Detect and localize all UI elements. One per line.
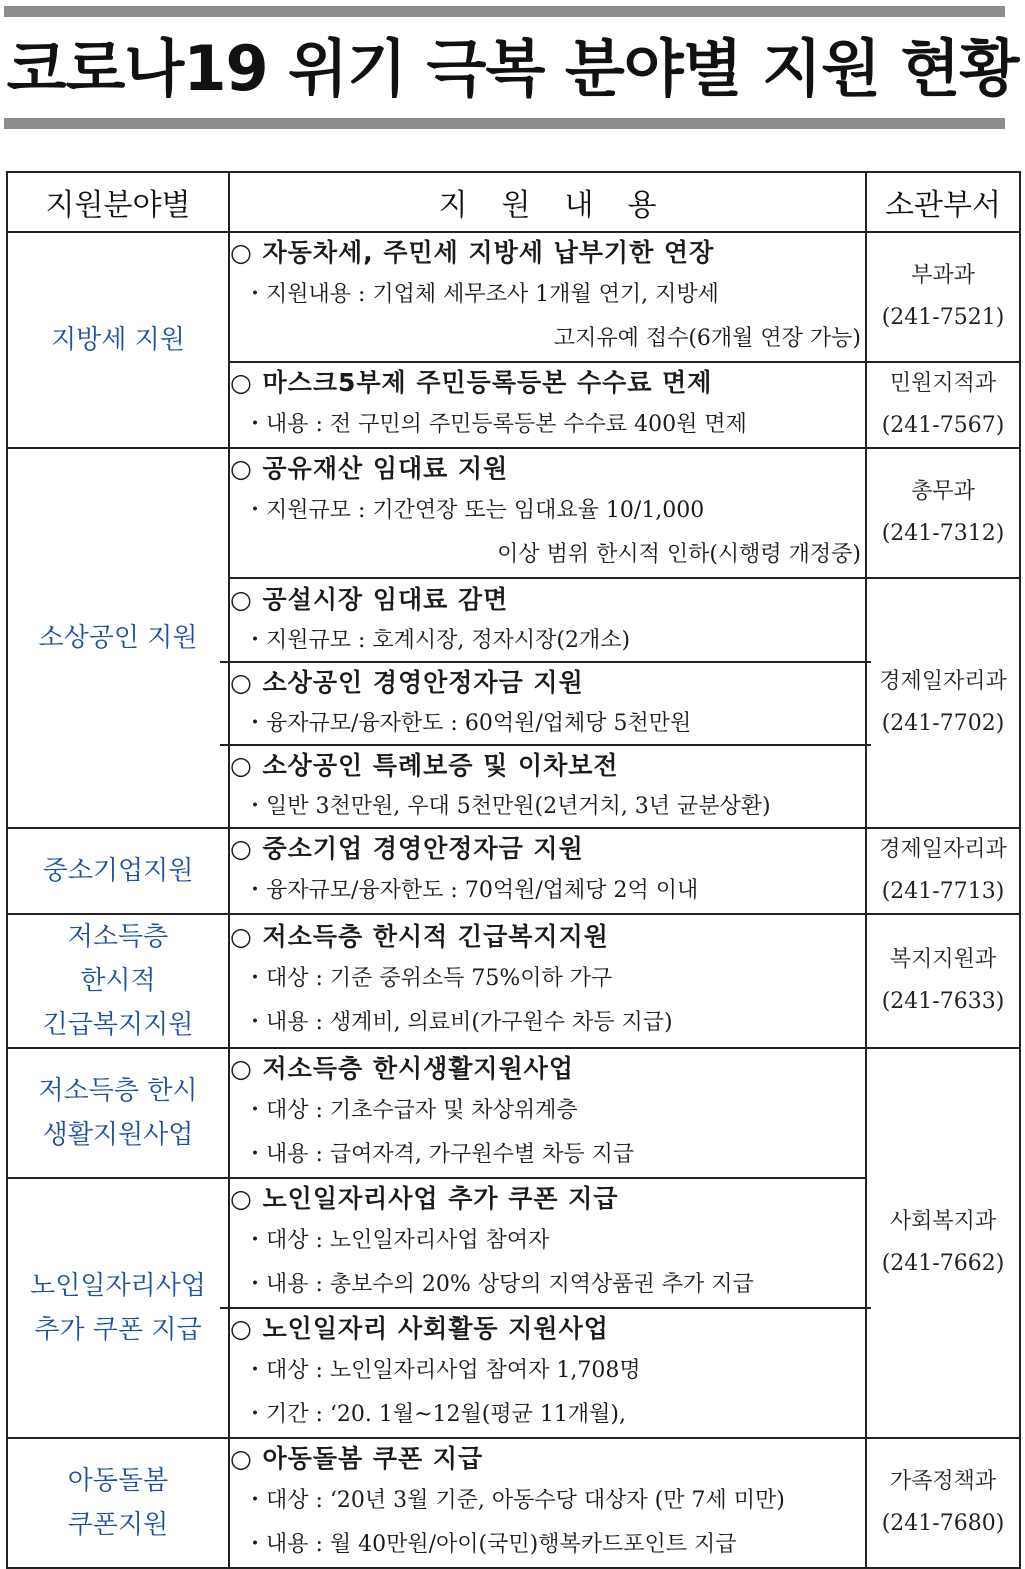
header-dept: 소관부서 [866, 172, 1020, 232]
content-cell [229, 1438, 866, 1568]
dept-cell: 사회복지과 (241-7662) [866, 1048, 1020, 1438]
item-title: ○ 소상공인 특례보증 및 이차보전 [230, 750, 619, 780]
item-detail: ・지원규모 : 기간연장 또는 임대요율 10/1,000 [244, 498, 705, 523]
item-title: ○ 공유재산 임대료 지원 [230, 454, 509, 483]
item-title: ○ 아동돌봄 쿠폰 지급 [230, 1444, 484, 1473]
header-row [7, 172, 1020, 232]
item-detail: ・융자규모/융자한도 : 70억원/업체당 2억 이내 [244, 878, 699, 903]
table-row [7, 1438, 1020, 1568]
dept-cell: 총무과 (241-7312) [866, 448, 1020, 578]
item-detail: ・대상 : 기준 중위소득 75%이하 가구 [244, 966, 613, 991]
content-cell [229, 914, 866, 1048]
item-detail: ・내용 : 전 구민의 주민등록등본 수수료 400원 면제 [244, 412, 747, 437]
item-detail: ・대상 : ‘20년 3월 기준, 아동수당 대상자 (만 7세 미만) [244, 1488, 785, 1513]
table-row [7, 232, 1020, 362]
category-cell: 노인일자리사업 추가 쿠폰 지급 [7, 1178, 229, 1438]
item-detail: 고지유예 접수(6개월 연장 가능) [553, 326, 861, 351]
item-detail: 이상 범위 한시적 인하(시행령 개정중) [497, 542, 861, 567]
item-detail: ・기간 : ‘20. 1월~12월(평균 11개월), [244, 1402, 626, 1427]
dept-cell: 경제일자리과 (241-7702) [866, 578, 1020, 828]
category-cell: 중소기업지원 [7, 828, 229, 914]
item-title: ○ 자동차세, 주민세 지방세 납부기한 연장 [230, 238, 715, 267]
item-detail: ・내용 : 월 40만원/아이(국민)행복카드포인트 지급 [244, 1532, 737, 1557]
item-detail: ・내용 : 총보수의 20% 상당의 지역상품권 추가 지급 [244, 1272, 754, 1297]
category-cell: 아동돌봄 쿠폰지원 [7, 1438, 229, 1568]
item-detail: ・대상 : 노인일자리사업 참여자 1,708명 [244, 1358, 641, 1383]
item-title: ○ 저소득층 한시적 긴급복지지원 [230, 922, 609, 951]
header-content: 지원내용 [229, 172, 866, 232]
dept-cell: 복지지원과 (241-7633) [866, 914, 1020, 1048]
item-detail: ・융자규모/융자한도 : 60억원/업체당 5천만원 [244, 710, 692, 736]
item-detail: ・지원규모 : 호계시장, 정자시장(2개소) [244, 627, 631, 653]
item-title: ○ 마스크5부제 주민등록등본 수수료 면제 [230, 368, 713, 397]
category-cell: 소상공인 지원 [7, 448, 229, 828]
category-cell: 저소득층 한시 생활지원사업 [7, 1048, 229, 1178]
title-bottom-bar [4, 118, 1005, 129]
content-cell [229, 1178, 866, 1438]
item-detail: ・내용 : 급여자격, 가구원수별 차등 지급 [244, 1142, 635, 1167]
table-row [7, 1048, 1020, 1178]
header-category: 지원분야별 [7, 172, 229, 232]
content-cell [229, 578, 866, 828]
dept-cell: 경제일자리과 (241-7713) [866, 828, 1020, 914]
support-table [6, 171, 1021, 1569]
content-cell [229, 232, 866, 362]
content-cell [229, 362, 866, 448]
dept-cell: 민원지적과 (241-7567) [866, 362, 1020, 448]
item-title: ○ 소상공인 경영안정자금 지원 [230, 667, 584, 697]
sub-item [220, 744, 871, 827]
table-row [7, 448, 1020, 578]
sub-item [220, 661, 871, 744]
item-title: ○ 공설시장 임대료 감면 [230, 584, 509, 614]
category-cell: 저소득층 한시적 긴급복지지원 [7, 914, 229, 1048]
dept-cell: 부과과 (241-7521) [866, 232, 1020, 362]
page-title: 코로나19 위기 극복 분야별 지원 현황 [6, 32, 1019, 105]
content-cell [229, 828, 866, 914]
item-detail: ・대상 : 노인일자리사업 참여자 [244, 1228, 550, 1253]
item-detail: ・내용 : 생계비, 의료비(가구원수 차등 지급) [244, 1010, 673, 1035]
item-title: ○ 중소기업 경영안정자금 지원 [230, 834, 584, 863]
item-title: ○ 노인일자리 사회활동 지원사업 [230, 1314, 609, 1343]
content-cell [229, 1048, 866, 1178]
sub-item [220, 1307, 871, 1437]
item-detail: ・지원내용 : 기업체 세무조사 1개월 연기, 지방세 [244, 282, 719, 307]
item-detail: ・대상 : 기초수급자 및 차상위계층 [244, 1098, 578, 1123]
item-title: ○ 저소득층 한시생활지원사업 [230, 1054, 575, 1083]
content-cell [229, 448, 866, 578]
dept-cell: 가족정책과 (241-7680) [866, 1438, 1020, 1568]
table-row [7, 828, 1020, 914]
item-title: ○ 노인일자리사업 추가 쿠폰 지급 [230, 1184, 619, 1213]
item-detail: ・일반 3천만원, 우대 5천만원(2년거치, 3년 균분상환) [244, 793, 771, 819]
title-top-bar [4, 6, 1005, 17]
category-cell: 지방세 지원 [7, 232, 229, 448]
table-row [7, 914, 1020, 1048]
